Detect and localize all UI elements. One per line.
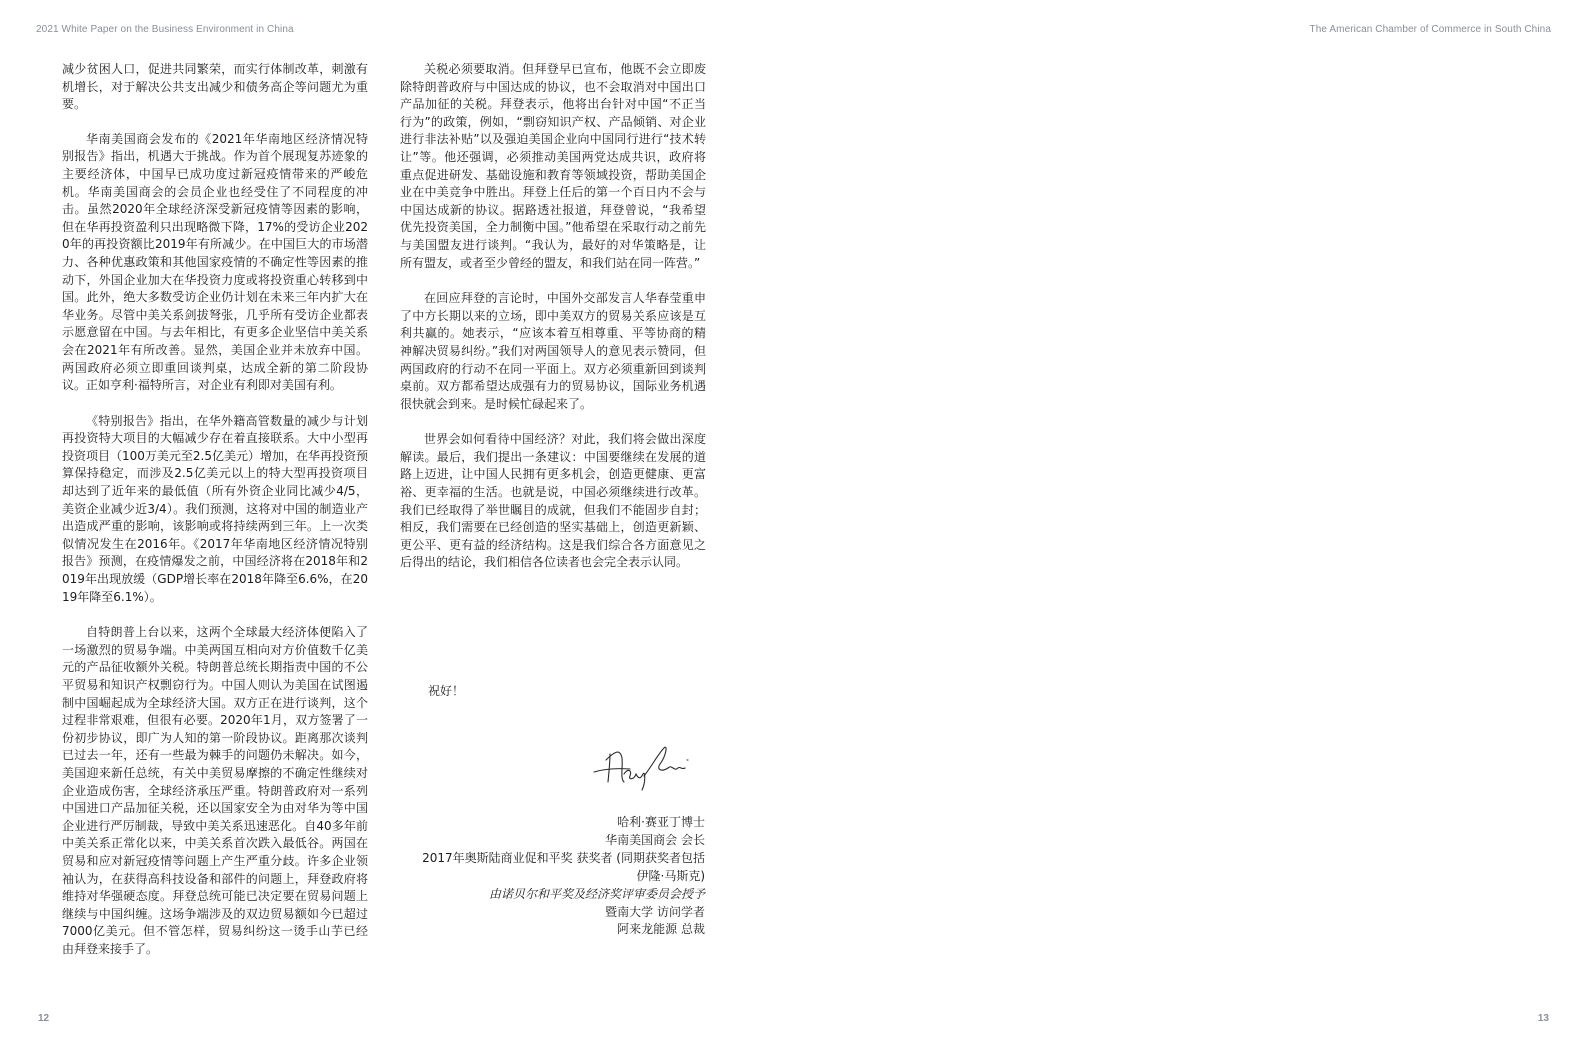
- paragraph-conclusion: 世界会如何看待中国经济？对此，我们将会做出深度解读。最后，我们提出一条建议：中国要继续在发展的道路上迈进，让中国人民拥有更多机会，创造更健康、更富裕、更幸福的生活。也就是说，中国必须继续进行改革。我们已经取得了举世瞩目的成就，但我们不能固步自封；相反，我们需要在已经创造的坚实基础上，创造更新颖、更公平、更有益的经济结构。这是我们综合各方面意见之后得出的结论，我们相信各位读者也会完全表示认同。: [400, 432, 706, 570]
- signer-award: 2017年奥斯陆商业促和平奖 获奖者 (同期获奖者包括: [422, 850, 705, 865]
- signer-title: 华南美国商会 会长: [605, 832, 705, 847]
- left-text-column: [62, 61, 368, 977]
- signer-name: 哈利·赛亚丁博士: [617, 815, 705, 829]
- signer-award-corecipient: 伊隆·马斯克): [636, 868, 705, 883]
- paragraph-trade-dispute: 自特朗普上台以来，这两个全球最大经济体便陷入了一场激烈的贸易争端。中美两国互相向对方价值数千亿美元的产品征收额外关税。特朗普总统长期指责中国的不公平贸易和知识产权剽窃行为。中国人则认为美国在试图遏制中国崛起成为全球经济大国。双方正在进行谈判，这个过程非常艰难，但很有必要。2020年1月，双方签署了一份初步协议，即广为人知的第一阶段协议。距离那次谈判已过去一年，还有一些最为棘手的问题仍未解决。如今，美国迎来新任总统，有关中美贸易摩擦的不确定性继续对企业造成伤害，全球经济承压严重。特朗普政府对一系列中国进口产品加征关税，还以国家安全为由对华为等中国企业进行严厉制裁，导致中美关系迅速恶化。自40多年前中美关系正常化以来，中美关系首次跌入最低谷。两国在贸易和应对新冠疫情等问题上产生严重分歧。许多企业领袖认为，在获得高科技设备和部件的问题上，拜登政府将维持对华强硬态度。拜登总统可能已决定要在贸易问题上继续与中国纠缠。这场争端涉及的双边贸易额如今已超过7000亿美元。但不管怎样，贸易纠纷这一烫手山芋已经由拜登来接手了。: [62, 625, 368, 956]
- signer-company: 阿来龙能源 总裁: [617, 922, 705, 937]
- paragraph-tariffs: 关税必须要取消。但拜登早已宣布，他既不会立即废除特朗普政府与中国达成的协议，也不会取消对中国出口产品加征的关税。拜登表示，他将出台针对中国“不正当行为”的政策，例如，“剽窃知识产权、产品倾销、对企业进行非法补贴”以及强迫美国企业向中国同行进行“技术转让”等。他还强调，必须推动美国两党达成共识，政府将重点促进研发、基础设施和教育等领域投资，帮助美国企业在中美竞争中胜出。拜登上任后的第一个百日内不会与中国达成新的协议。据路透社报道，拜登曾说，“我希望优先投资美国，全力制衡中国。”他希望在采取行动之前先与美国盟友进行谈判。“我认为，最好的对华策略是，让所有盟友，或者至少曾经的盟友，和我们站在同一阵营。”: [400, 62, 706, 270]
- signature-block: [365, 814, 705, 939]
- running-header-left: 2021 White Paper on the Business Environment in China: [36, 24, 294, 35]
- right-text-column: [400, 61, 706, 590]
- page-number-right: 13: [1537, 1013, 1549, 1024]
- paragraph-china-response: 在回应拜登的言论时，中国外交部发言人华春莹重申了中方长期以来的立场，即中美双方的贸易关系应该是互利共赢的。她表示，“应该本着互相尊重、平等协商的精神解决贸易纠纷。”我们对两国领导人的意见表示赞同，但两国政府的行动不在同一平面上。双方必须重新回到谈判桌前。双方都希望达成强有力的贸易协议，国际业务机遇很快就会到来。是时候忙碌起来了。: [400, 291, 706, 411]
- paragraph-reinvestment: 《特别报告》指出，在华外籍高管数量的减少与计划再投资特大项目的大幅减少存在着直接联系。大中小型再投资项目（100万美元至2.5亿美元）增加，在华再投资预算保持稳定，而涉及2.5亿美元以上的特大型再投资项目却达到了近年来的最低值（所有外资企业同比减少4/5，美资企业减少近3/4）。我们预测，这将对中国的制造业产出造成严重的影响，该影响或将持续两到三年。上一次类似情况发生在2016年。《2017年华南地区经济情况特别报告》预测，在疫情爆发之前，中国经济将在2018年和2019年出现放缓（GDP增长率在2018年降至6.6%，在2019年降至6.1%）。: [62, 413, 368, 604]
- paragraph-continued: 减少贫困人口，促进共同繁荣，而实行体制改革，刺激有机增长，对于解决公共支出减少和债务高企等问题尤为重要。: [62, 62, 368, 112]
- closing-salutation: 祝好！: [428, 684, 465, 698]
- signer-award-committee: 由诺贝尔和平奖及经济奖评审委员会授予: [488, 886, 705, 901]
- running-header-right: The American Chamber of Commerce in South China: [1309, 24, 1551, 35]
- signer-affiliation: 暨南大学 访问学者: [605, 904, 705, 919]
- page-number-left: 12: [38, 1013, 50, 1024]
- paragraph-special-report: 华南美国商会发布的《2021年华南地区经济情况特别报告》指出，机遇大于挑战。作为首个展现复苏迹象的主要经济体，中国早已成功度过新冠疫情带来的严峻危机。华南美国商会的会员企业也经受住了不同程度的冲击。虽然2020年全球经济深受新冠疫情等因素的影响，但在华再投资盈利只出现略微下降，17%的受访企业2020年的再投资额比2019年有所减少。在中国巨大的市场潜力、各种优惠政策和其他国家疫情的不确定性等因素的推动下，外国企业加大在华投资力度或将投资重心转移到中国。此外，绝大多数受访企业仍计划在未来三年内扩大在华业务。尽管中美关系剑拔弩张，几乎所有受访企业都表示愿意留在中国。与去年相比，有更多企业坚信中美关系会在2021年有所改善。显然，美国企业并未放弃中国。两国政府必须立即重回谈判桌，达成全新的第二阶段协议。正如亨利·福特所言，对企业有利即对美国有利。: [62, 131, 368, 393]
- handwritten-signature: [590, 738, 700, 794]
